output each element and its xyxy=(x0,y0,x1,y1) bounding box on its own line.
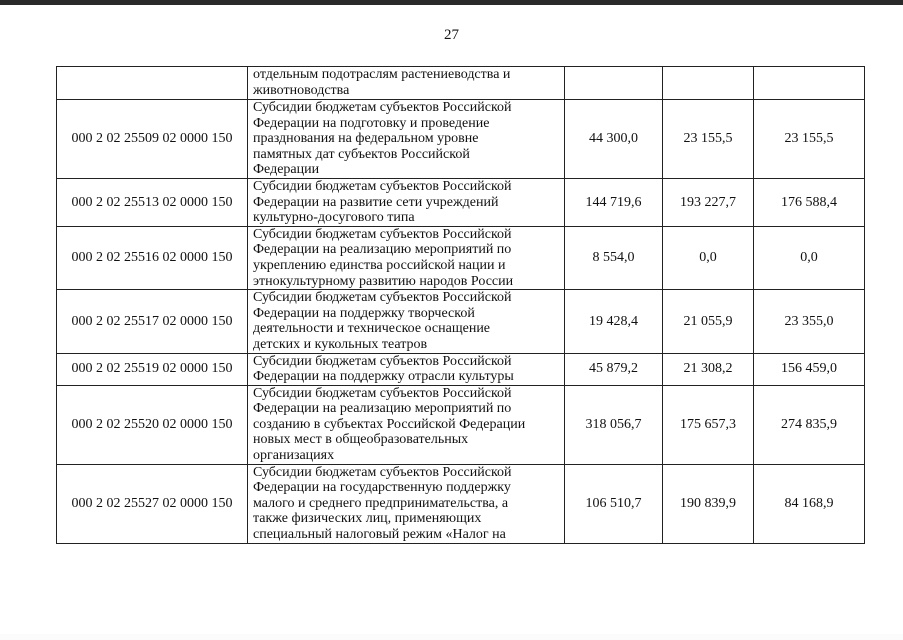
amount-cell-1: 44 300,0 xyxy=(565,100,663,179)
amount-cell-2 xyxy=(663,67,754,100)
description-line: специальный налоговый режим «Налог на xyxy=(253,527,506,543)
budget-code-cell: 000 2 02 25516 02 0000 150 xyxy=(57,226,248,289)
description-cell xyxy=(248,100,565,179)
description-line: укреплению единства российской нации и xyxy=(253,257,506,273)
budget-table-body xyxy=(57,67,865,544)
description-cell xyxy=(248,226,565,289)
table-row xyxy=(57,178,865,226)
amount-cell-3: 176 588,4 xyxy=(754,178,865,226)
budget-code-cell xyxy=(57,67,248,100)
budget-code-cell: 000 2 02 25527 02 0000 150 xyxy=(57,464,248,543)
description-line: Федерации на государственную поддержку xyxy=(253,480,511,496)
description-line: Субсидии бюджетам субъектов Российской xyxy=(253,226,512,242)
amount-cell-2: 21 308,2 xyxy=(663,353,754,385)
budget-code-cell: 000 2 02 25519 02 0000 150 xyxy=(57,353,248,385)
amount-cell-3: 0,0 xyxy=(754,226,865,289)
amount-cell-1 xyxy=(565,67,663,100)
description-line: также физических лиц, применяющих xyxy=(253,511,482,527)
table-row xyxy=(57,353,865,385)
description-line: Субсидии бюджетам субъектов Российской xyxy=(253,100,512,115)
table-row xyxy=(57,67,865,100)
description-line: Федерации на реализацию мероприятий по xyxy=(253,401,512,417)
description-cell xyxy=(248,178,565,226)
description-line: празднования на федеральном уровне xyxy=(253,131,479,147)
budget-table xyxy=(56,66,865,544)
description-line: животноводства xyxy=(253,83,350,98)
amount-cell-3 xyxy=(754,67,865,100)
description-line: Федерации на развитие сети учреждений xyxy=(253,194,499,210)
table-row xyxy=(57,464,865,543)
description-line: Федерации на поддержку творческой xyxy=(253,305,475,321)
amount-cell-1: 19 428,4 xyxy=(565,290,663,353)
description-line: Федерации на подготовку и проведение xyxy=(253,115,490,131)
amount-cell-3: 23 355,0 xyxy=(754,290,865,353)
description-cell xyxy=(248,353,565,385)
description-cell xyxy=(248,290,565,353)
amount-cell-3: 84 168,9 xyxy=(754,464,865,543)
description-cell xyxy=(248,385,565,464)
description-line: отдельным подотраслям растениеводства и xyxy=(253,67,511,83)
amount-cell-1: 106 510,7 xyxy=(565,464,663,543)
description-line: деятельности и техническое оснащение xyxy=(253,321,491,337)
budget-code-cell: 000 2 02 25513 02 0000 150 xyxy=(57,178,248,226)
amount-cell-1: 8 554,0 xyxy=(565,226,663,289)
page-number: 27 xyxy=(444,27,459,43)
description-line: этнокультурному развитию народов России xyxy=(253,273,514,289)
amount-cell-1: 144 719,6 xyxy=(565,178,663,226)
description-line: организациях xyxy=(253,448,335,464)
amount-cell-2: 23 155,5 xyxy=(663,100,754,179)
budget-code-cell: 000 2 02 25520 02 0000 150 xyxy=(57,385,248,464)
description-line: созданию в субъектах Российской Федерации xyxy=(253,416,526,432)
amount-cell-2: 0,0 xyxy=(663,226,754,289)
bottom-scan-edge xyxy=(0,634,903,640)
amount-cell-2: 21 055,9 xyxy=(663,290,754,353)
description-line: новых мест в общеобразовательных xyxy=(253,432,469,448)
table-row xyxy=(57,100,865,179)
amount-cell-2: 193 227,7 xyxy=(663,178,754,226)
description-line: Федерации на поддержку отрасли культуры xyxy=(253,369,514,385)
amount-cell-3: 274 835,9 xyxy=(754,385,865,464)
top-scan-edge xyxy=(0,0,903,5)
description-cell xyxy=(248,464,565,543)
table-row xyxy=(57,226,865,289)
description-line: Субсидии бюджетам субъектов Российской xyxy=(253,178,512,194)
amount-cell-1: 318 056,7 xyxy=(565,385,663,464)
description-line: малого и среднего предпринимательства, а xyxy=(253,495,509,511)
description-cell xyxy=(248,67,565,100)
description-line: Субсидии бюджетам субъектов Российской xyxy=(253,464,512,480)
description-line: Субсидии бюджетам субъектов Российской xyxy=(253,290,512,306)
table-row xyxy=(57,290,865,353)
amount-cell-2: 190 839,9 xyxy=(663,464,754,543)
amount-cell-3: 23 155,5 xyxy=(754,100,865,179)
description-line: Субсидии бюджетам субъектов Российской xyxy=(253,385,512,401)
amount-cell-3: 156 459,0 xyxy=(754,353,865,385)
budget-code-cell: 000 2 02 25517 02 0000 150 xyxy=(57,290,248,353)
description-line: Федерации xyxy=(253,162,320,178)
table-row xyxy=(57,385,865,464)
amount-cell-1: 45 879,2 xyxy=(565,353,663,385)
description-line: Субсидии бюджетам субъектов Российской xyxy=(253,353,512,369)
description-line: детских и кукольных театров xyxy=(253,336,428,352)
description-line: памятных дат субъектов Российской xyxy=(253,146,470,162)
description-line: культурно-досугового типа xyxy=(253,210,415,226)
amount-cell-2: 175 657,3 xyxy=(663,385,754,464)
description-line: Федерации на реализацию мероприятий по xyxy=(253,242,512,258)
budget-code-cell: 000 2 02 25509 02 0000 150 xyxy=(57,100,248,179)
